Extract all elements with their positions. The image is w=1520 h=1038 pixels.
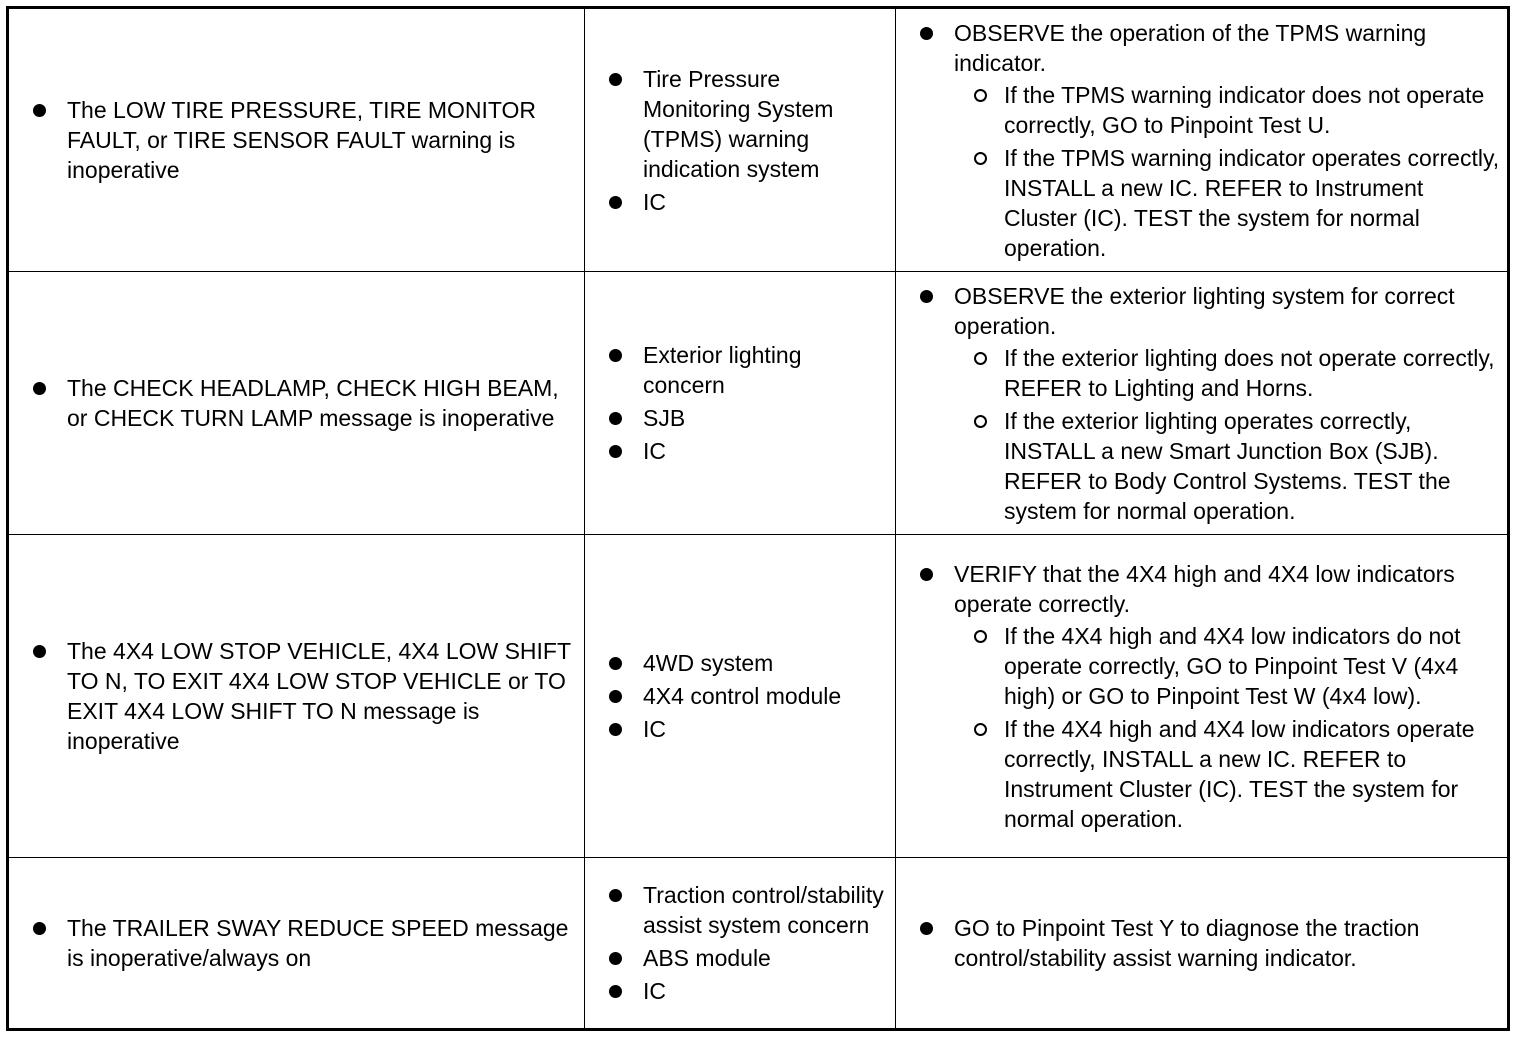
action-cell [896, 8, 1509, 272]
table-row [8, 8, 1509, 272]
table-row [8, 272, 1509, 535]
condition-cell [8, 8, 585, 272]
cause-item: Traction control/stability assist system concern [607, 880, 889, 940]
action-cell [896, 535, 1509, 858]
action-text: GO to Pinpoint Test Y to diagnose the traction control/stability assist warning indicator. [954, 915, 1420, 971]
action-cell [896, 272, 1509, 535]
condition-text: The LOW TIRE PRESSURE, TIRE MONITOR FAULT, or TIRE SENSOR FAULT warning is inoperative [31, 95, 576, 185]
diagnosis-table [6, 6, 1510, 1031]
action-text: OBSERVE the exterior lighting system for correct operation. [954, 282, 1455, 339]
cause-item: SJB [607, 403, 889, 433]
action-cell [896, 858, 1509, 1030]
action-subitem: If the 4X4 high and 4X4 low indicators do not operate correctly, GO to Pinpoint Test V (4x4 high) or GO to Pinpoint Test W (4x4 low). [954, 621, 1501, 711]
causes-cell [585, 535, 896, 858]
action-subitem: If the 4X4 high and 4X4 low indicators operate correctly, INSTALL a new IC. REFER to Instrument Cluster (IC). TEST the system for normal operation. [954, 714, 1501, 834]
action-subitem: If the exterior lighting operates correctly, INSTALL a new Smart Junction Box (SJB). REFER to Body Control Systems. TEST the system for normal operation. [954, 406, 1501, 526]
table-row [8, 535, 1509, 858]
causes-cell [585, 858, 896, 1030]
table-row [8, 858, 1509, 1030]
action-item [918, 559, 1501, 834]
action-subitem: If the TPMS warning indicator operates correctly, INSTALL a new IC. REFER to Instrument Cluster (IC). TEST the system for normal operation. [954, 143, 1501, 263]
condition-cell [8, 535, 585, 858]
condition-cell [8, 858, 585, 1030]
action-subitem: If the TPMS warning indicator does not operate correctly, GO to Pinpoint Test U. [954, 80, 1501, 140]
diagnosis-table-body [8, 8, 1509, 1030]
cause-item: IC [607, 714, 889, 744]
cause-item: 4X4 control module [607, 681, 889, 711]
cause-item: ABS module [607, 943, 889, 973]
condition-cell [8, 272, 585, 535]
causes-cell [585, 272, 896, 535]
action-text: VERIFY that the 4X4 high and 4X4 low indicators operate correctly. [954, 560, 1455, 617]
cause-item: 4WD system [607, 648, 889, 678]
action-item [918, 18, 1501, 263]
cause-item: Tire Pressure Monitoring System (TPMS) warning indication system [607, 64, 889, 184]
cause-item: IC [607, 187, 889, 217]
cause-item: IC [607, 976, 889, 1006]
action-item [918, 281, 1501, 526]
condition-text: The 4X4 LOW STOP VEHICLE, 4X4 LOW SHIFT TO N, TO EXIT 4X4 LOW STOP VEHICLE or TO EXIT 4X4 LOW SHIFT TO N message is inoperative [31, 636, 576, 756]
action-text: OBSERVE the operation of the TPMS warning indicator. [954, 19, 1427, 76]
cause-item: Exterior lighting concern [607, 340, 889, 400]
action-item [918, 913, 1501, 973]
condition-text: The CHECK HEADLAMP, CHECK HIGH BEAM, or CHECK TURN LAMP message is inoperative [31, 373, 576, 433]
cause-item: IC [607, 436, 889, 466]
condition-text: The TRAILER SWAY REDUCE SPEED message is inoperative/always on [31, 913, 576, 973]
action-subitem: If the exterior lighting does not operate correctly, REFER to Lighting and Horns. [954, 343, 1501, 403]
causes-cell [585, 8, 896, 272]
